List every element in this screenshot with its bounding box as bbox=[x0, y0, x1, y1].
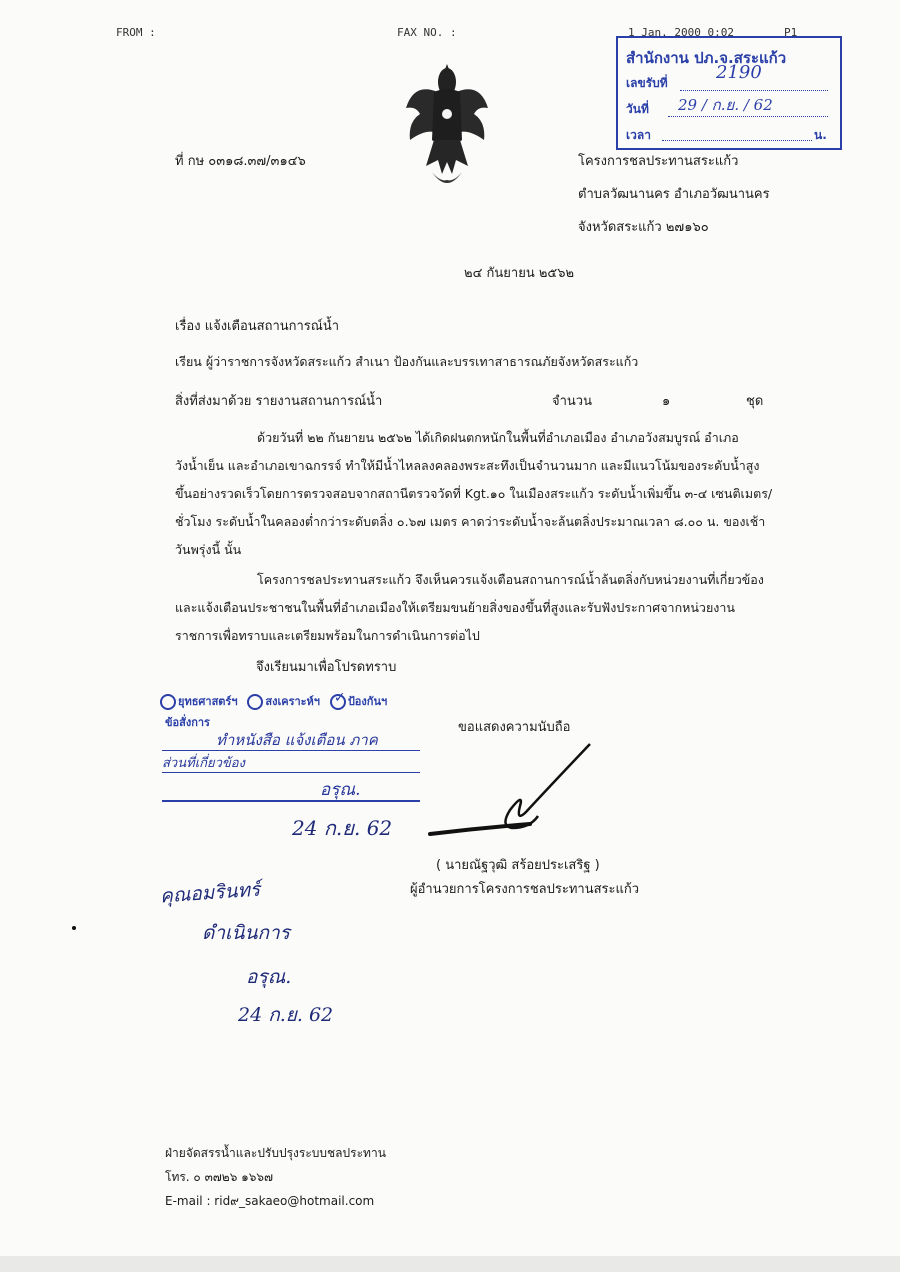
note-line-1: คุณอมรินทร์ bbox=[159, 878, 261, 908]
option-checked-icon: ✓ bbox=[330, 694, 346, 710]
fax-page: P1 bbox=[784, 26, 798, 39]
stamp-office: สำนักงาน ปภ.จ.สระแก้ว bbox=[626, 49, 787, 67]
routing-initials: อรุณ. bbox=[320, 780, 361, 800]
sender-line-1: โครงการชลประทานสระแก้ว bbox=[578, 154, 739, 169]
routing-options bbox=[160, 692, 387, 710]
routing-hand-line-2: ส่วนที่เกี่ยวข้อง bbox=[162, 756, 245, 771]
stamp-time-label: เวลา bbox=[626, 128, 651, 142]
routing-option-3: ป้องกันฯ bbox=[347, 695, 388, 708]
option-circle-icon bbox=[247, 694, 263, 710]
routing-option-1: ยุทธศาสตร์ฯ bbox=[178, 695, 238, 708]
closing-request: จึงเรียนมาเพื่อโปรดทราบ bbox=[256, 660, 397, 675]
note-initials: อรุณ. bbox=[246, 966, 292, 988]
sender-line-3: จังหวัดสระแก้ว ๒๗๑๖๐ bbox=[578, 220, 709, 235]
stamp-date-value: 29 / ก.ย. / 62 bbox=[678, 96, 773, 114]
enclosure-qty-label: จำนวน bbox=[552, 394, 592, 409]
stamp-number-label: เลขรับที่ bbox=[626, 76, 668, 90]
closing-respect: ขอแสดงความนับถือ bbox=[458, 720, 571, 735]
sender-line-2: ตำบลวัฒนานคร อำเภอวัฒนานคร bbox=[578, 187, 770, 202]
option-circle-icon bbox=[160, 694, 176, 710]
stamp-number-value: 2190 bbox=[716, 62, 762, 83]
stamp-time-dots bbox=[662, 140, 812, 141]
routing-order-label: ข้อสั่งการ bbox=[165, 716, 210, 729]
fax-number: FAX NO. : bbox=[397, 26, 457, 39]
garuda-emblem-icon bbox=[404, 62, 490, 194]
note-line-2: ดำเนินการ bbox=[202, 922, 290, 944]
enclosure-unit: ชุด bbox=[746, 394, 764, 409]
footer-phone: โทร. ๐ ๓๗๒๖ ๑๖๖๗ bbox=[165, 1170, 274, 1184]
scan-bottom-edge bbox=[0, 1256, 900, 1272]
routing-line-2 bbox=[162, 772, 420, 773]
routing-hand-line-1: ทำหนังสือ แจ้งเตือน ภาค bbox=[216, 731, 378, 749]
reference-number: ที่ กษ ๐๓๑๘.๓๗/๓๑๔๖ bbox=[175, 154, 306, 169]
signer-name: ( นายณัฐวุฒิ สร้อยประเสริฐ ) bbox=[436, 858, 600, 873]
letter-subject: เรื่อง แจ้งเตือนสถานการณ์น้ำ bbox=[175, 319, 340, 334]
ink-dot bbox=[72, 926, 76, 930]
footer-department: ฝ่ายจัดสรรน้ำและปรับปรุงระบบชลประทาน bbox=[165, 1146, 386, 1160]
routing-date: 24 ก.ย. 62 bbox=[292, 816, 393, 840]
fax-datetime: 1 Jan. 2000 0:02 bbox=[628, 26, 734, 39]
body-paragraph-1: ด้วยวันที่ ๒๒ กันยายน ๒๕๖๒ ได้เกิดฝนตกหนักในพื้นที่อำเภอเมือง อำเภอวังสมบูรณ์ อำเภอวังน้ำเย็น และอำเภอเขาฉกรรจ์ ทำให้มีน้ำไหลลงคลองพระสะทึงเป็นจำนวนมาก และมีแนวโน้มของระดับน้ำสูงขึ้นอย่างรวดเร็วโดยการตรวจสอบจากสถานีตรวจวัดที่ Kgt.๑๐ ในเมืองสระแก้ว ระดับน้ำเพิ่มขึ้น ๓-๔ เซนติเมตร/ชั่วโมง ระดับน้ำในคลองต่ำกว่าระดับตลิ่ง ๐.๖๗ เมตร คาดว่าระดับน้ำจะล้นตลิ่งประมาณเวลา ๘.๐๐ น. ของเช้าวันพรุ่งนี้ นั้น bbox=[175, 430, 773, 557]
body-paragraph-2: โครงการชลประทานสระแก้ว จึงเห็นควรแจ้งเตือนสถานการณ์น้ำล้นตลิ่งกับหน่วยงานที่เกี่ยวข้อง และแจ้งเตือนประชาชนในพื้นที่อำเภอเมืองให้เตรียมขนย้ายสิ่งของขึ้นที่สูงและรับฟังประกาศจากหน่วยงานราชการเพื่อทราบและเตรียมพร้อมในการดำเนินการต่อไป bbox=[175, 572, 764, 643]
fax-from: FROM : bbox=[116, 26, 156, 39]
stamp-number-dots bbox=[680, 90, 828, 91]
stamp-date-label: วันที่ bbox=[626, 102, 649, 116]
routing-line-3 bbox=[162, 800, 420, 802]
signature-icon bbox=[420, 736, 610, 846]
enclosure-qty: ๑ bbox=[662, 394, 671, 409]
footer-email: E-mail : rid๙_sakaeo@hotmail.com bbox=[165, 1194, 375, 1208]
note-date: 24 ก.ย. 62 bbox=[238, 1004, 334, 1026]
letter-recipient: เรียน ผู้ว่าราชการจังหวัดสระแก้ว สำเนา ป้องกันและบรรเทาสาธารณภัยจังหวัดสระแก้ว bbox=[175, 354, 639, 369]
stamp-time-suffix: น. bbox=[814, 128, 827, 142]
routing-line-1 bbox=[162, 750, 420, 751]
signer-title: ผู้อำนวยการโครงการชลประทานสระแก้ว bbox=[410, 882, 640, 897]
routing-option-2: สงเคราะห์ฯ bbox=[265, 695, 320, 708]
letter-date: ๒๔ กันยายน ๒๕๖๒ bbox=[464, 266, 575, 281]
letter-enclosure: สิ่งที่ส่งมาด้วย รายงานสถานการณ์น้ำ bbox=[175, 394, 383, 409]
received-stamp bbox=[616, 36, 842, 150]
